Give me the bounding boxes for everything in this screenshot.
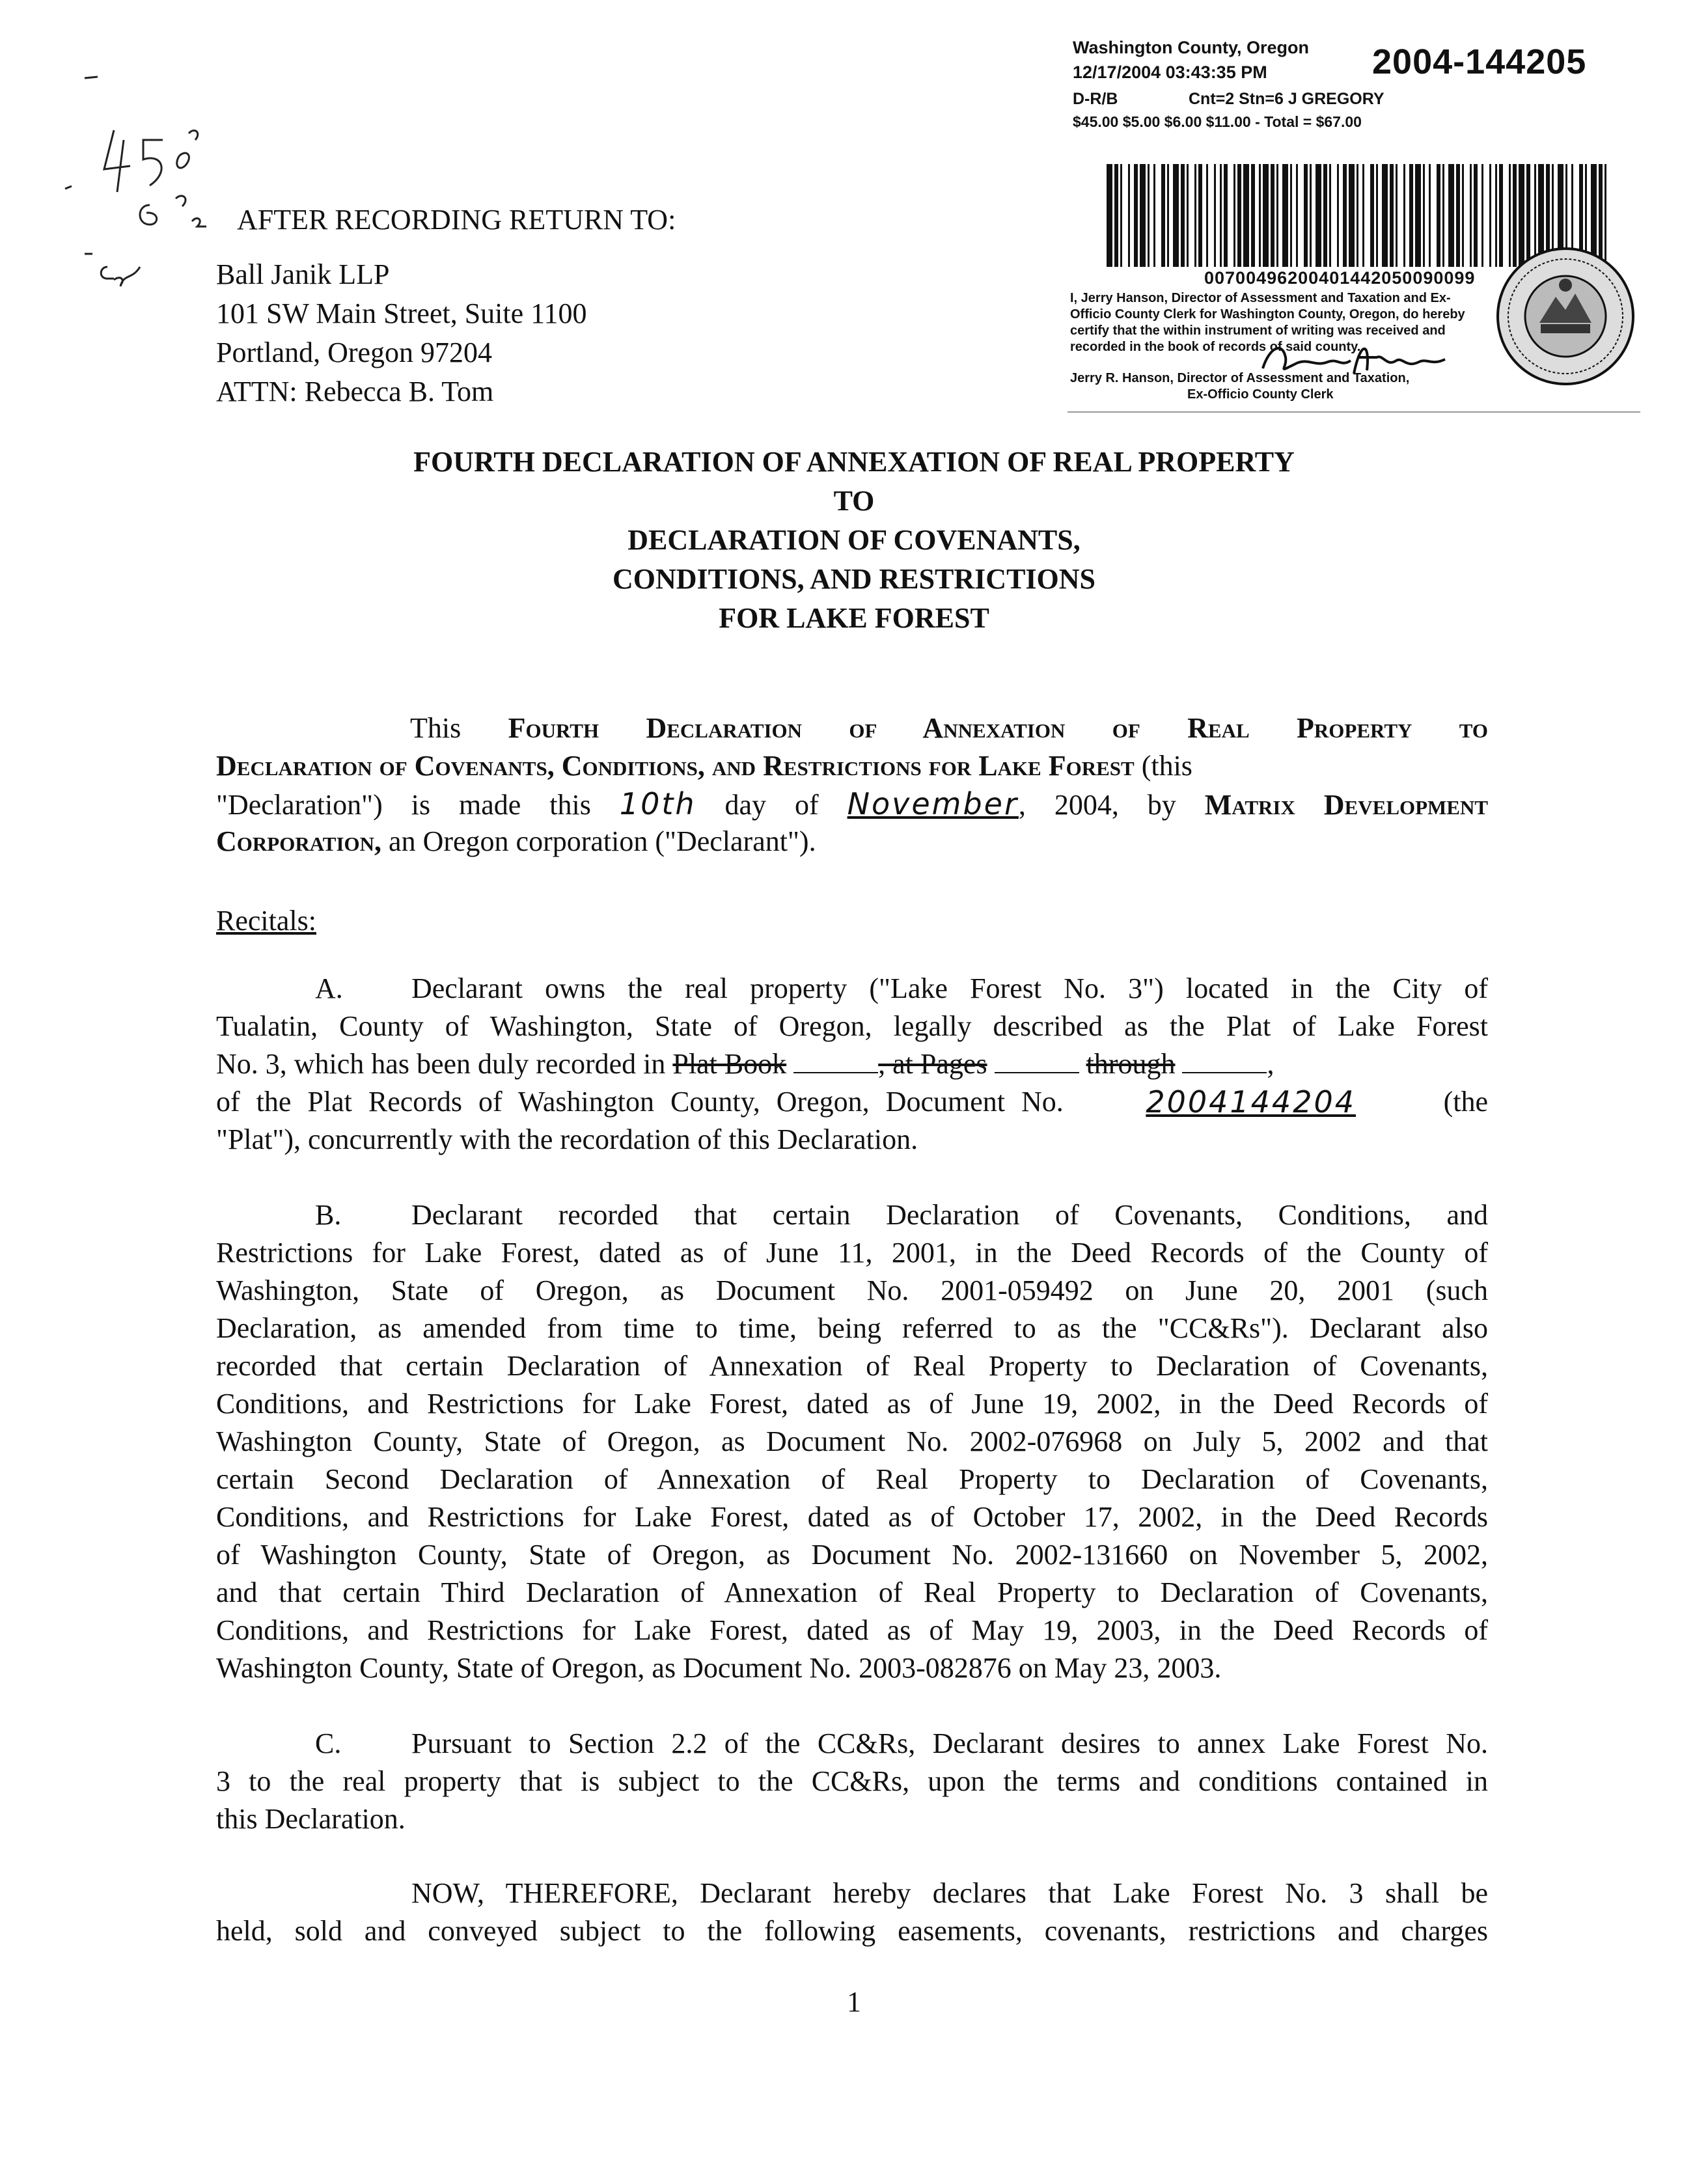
recital-b-line: Conditions, and Restrictions for Lake Forest, dated as of May 19, 2003, in the Deed Records of [216,1614,1488,1646]
intro-year-by: , 2004, by [1018,789,1176,821]
document-title: DECLARATION OF COVENANTS, [627,524,1081,556]
recital-b-line: Restrictions for Lake Forest, dated as of June 11, 2001, in the Deed Records of the County of [216,1237,1488,1269]
intro-declaration-quote: "Declaration") is made this [216,789,591,821]
stamp-clerk-line-2: Ex-Officio County Clerk [1187,387,1334,402]
intro-rest: an Oregon corporation ("Declarant"). [389,825,816,857]
recital-a-line: Declarant owns the real property ("Lake Forest No. 3") located in the City of [411,972,1488,1004]
recital-a-line: Tualatin, County of Washington, State of Oregon, legally described as the Plat of Lake Forest [216,1010,1488,1042]
stamp-datetime: 12/17/2004 03:43:35 PM [1073,62,1267,82]
recital-b-line: Conditions, and Restrictions for Lake Forest, dated as of June 19, 2002, in the Deed Records of [216,1388,1488,1420]
intro-matrix: Matrix Development [1204,789,1489,821]
document-title: FOR LAKE FOREST [719,602,989,634]
blank-line [1182,1072,1267,1073]
intro-title-part-2: Declaration of Covenants, Conditions, and Restrictions for Lake Forest [216,750,1135,782]
stamp-county: Washington County, Oregon [1073,38,1309,57]
handwritten-document-number: 2004144204 [1146,1084,1356,1120]
stamp-divider [1068,411,1640,413]
recital-c-label: C. [315,1727,342,1759]
stamp-fees: $45.00 $5.00 $6.00 $11.00 - Total = $67.00 [1073,113,1362,130]
intro-line-4 [216,823,816,860]
return-line: Portland, Oregon 97204 [216,337,493,368]
struck-at-pages: , at Pages [878,1048,987,1080]
now-therefore-line: held, sold and conveyed subject to the following easements, covenants, restrictions and charges [216,1915,1488,1947]
document-title: CONDITIONS, AND RESTRICTIONS [612,563,1096,595]
recital-a-line-3-start: No. 3, which has been duly recorded in [216,1048,666,1080]
return-heading: AFTER RECORDING RETURN TO: [237,204,676,236]
intro-day-of: day of [724,789,819,821]
document-title: TO [833,485,875,517]
intro-this: This [410,712,461,744]
recording-stamp [1068,38,1640,406]
intro-title-part-1: Fourth Declaration of Annexation of Real Property to [508,712,1488,744]
document-title: FOURTH DECLARATION OF ANNEXATION OF REAL PROPERTY [413,446,1295,478]
recital-c-line: Pursuant to Section 2.2 of the CC&Rs, Declarant desires to annex Lake Forest No. [411,1727,1488,1759]
stamp-document-number: 2004-144205 [1372,42,1587,81]
handwritten-day: 10th [619,786,696,821]
recital-a-line-4-start: of the Plat Records of Washington County, Oregon, Document No. [216,1086,1064,1118]
now-therefore-line: NOW, THEREFORE, Declarant hereby declares that Lake Forest No. 3 shall be [411,1877,1488,1909]
stamp-drb: D-R/B [1073,90,1118,108]
stamp-count: Cnt=2 Stn=6 J GREGORY [1189,90,1384,108]
blank-line [793,1072,878,1073]
intro-line-1 [410,709,1488,747]
recitals-heading: Recitals: [216,905,316,937]
recital-b-line: of Washington County, State of Oregon, as Document No. 2002-131660 on November 5, 2002, [216,1539,1488,1571]
recital-b-line: Washington County, State of Oregon, as Document No. 2002-076968 on July 5, 2002 and that [216,1425,1488,1457]
recital-a-line: "Plat"), concurrently with the recordation of this Declaration. [216,1123,918,1155]
return-line: ATTN: Rebecca B. Tom [216,376,494,407]
recital-b-line: certain Second Declaration of Annexation of Real Property to Declaration of Covenants, [216,1463,1488,1495]
recital-a-line [216,1083,1488,1121]
handwritten-month: November [847,786,1019,821]
intro-line-2 [216,747,1488,785]
recital-c-line: 3 to the real property that is subject to the CC&Rs, upon the terms and conditions contained in [216,1765,1488,1797]
recital-b-line: Declaration, as amended from time to time, being referred to as the "CC&Rs"). Declarant also [216,1312,1488,1344]
return-line: 101 SW Main Street, Suite 1100 [216,297,587,329]
barcode-number: 00700496200401442050090099 [1204,268,1476,288]
recital-a-line-4-end: (the [1443,1086,1488,1118]
struck-plat-book: Plat Book [672,1048,787,1080]
return-line: Ball Janik LLP [216,258,390,290]
intro-this-paren: (this [1141,750,1192,782]
recital-b-line: Washington County, State of Oregon, as Document No. 2003-082876 on May 23, 2003. [216,1652,1222,1684]
recital-b-line: and that certain Third Declaration of Annexation of Real Property to Declaration of Covenants, [216,1576,1488,1608]
recital-b-line: Washington, State of Oregon, as Document No. 2001-059492 on June 20, 2001 (such [216,1274,1488,1306]
recital-b-line: recorded that certain Declaration of Annexation of Real Property to Declaration of Covenants, [216,1350,1488,1382]
intro-corporation: Corporation, [216,825,382,857]
recital-c-line: this Declaration. [216,1803,406,1835]
county-seal-icon [1494,245,1637,388]
page-number: 1 [847,1986,861,2018]
stamp-clerk-line-1: Jerry R. Hanson, Director of Assessment and Taxation, [1070,371,1410,385]
blank-line [995,1072,1079,1073]
struck-through: through [1086,1048,1176,1080]
recital-b-line: Conditions, and Restrictions for Lake Forest, dated as of October 17, 2002, in the Deed Records [216,1501,1488,1533]
intro-line-3 [216,785,1488,824]
recital-b-line: Declarant recorded that certain Declaration of Covenants, Conditions, and [411,1199,1488,1231]
recital-b-label: B. [315,1199,342,1231]
recital-a-line: No. 3, which has been duly recorded in Plat Book , at Pages through , [216,1048,1274,1080]
recital-a-label: A. [315,972,343,1004]
stamp-certification: I, Jerry Hanson, Director of Assessment and Taxation and Ex-Officio County Clerk for Washington County, Oregon, do hereby certify that the within instrument of writing was received and recorded in the book of records of said county. [1070,291,1465,354]
